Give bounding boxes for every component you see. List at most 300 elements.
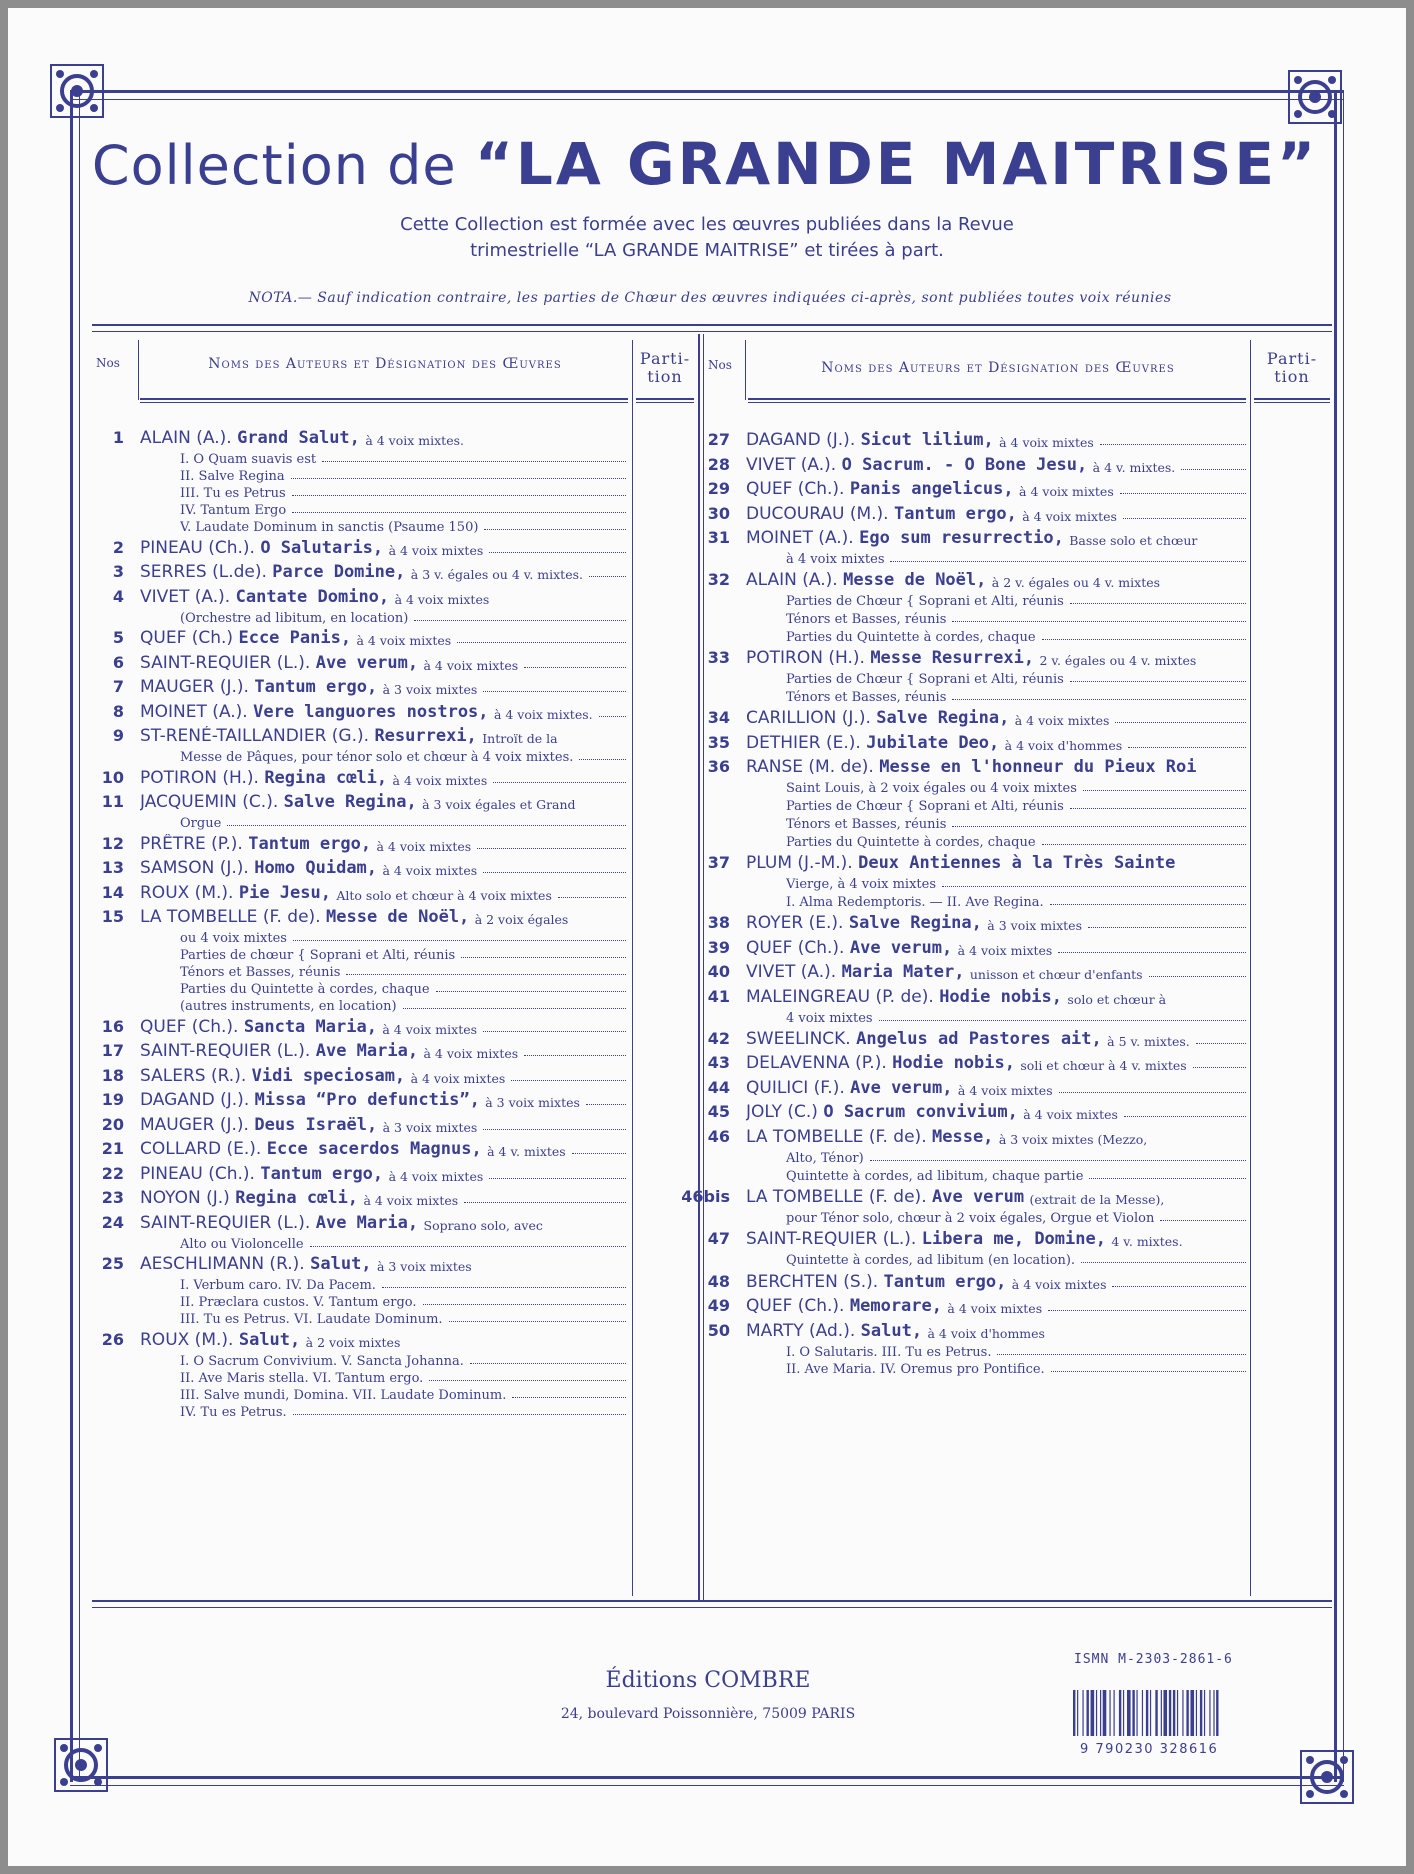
entry-subline-text: Alto, Ténor) xyxy=(786,1150,864,1166)
entry-title: Cantate Domino, xyxy=(235,586,390,607)
entry-author: SERRES (L.de). xyxy=(140,562,267,582)
entry-author: SAINT-REQUIER (L.). xyxy=(140,1212,311,1233)
entry-title: Vere languores nostros, xyxy=(253,701,489,722)
subtitle-line-1: Cette Collection est formée avec les œuvres publiées dans la Revue xyxy=(400,214,1014,235)
leader-dots xyxy=(292,495,626,496)
entry-author: DETHIER (E.). xyxy=(746,732,861,753)
entry-subline xyxy=(786,817,1250,832)
entry-author: ALAIN (A.). xyxy=(140,428,232,448)
entry-title: Tantum ergo, xyxy=(893,503,1017,524)
entry-text xyxy=(746,1053,1250,1073)
entry-title: Messe Resurrexi, xyxy=(870,648,1035,669)
leader-dots xyxy=(293,940,626,941)
entry-title: Ecce sacerdos Magnus, xyxy=(266,1139,482,1159)
entry-author: JACQUEMIN (C.). xyxy=(140,792,279,812)
entry-title: Angelus ad Pastores ait, xyxy=(856,1028,1102,1049)
barcode-bar xyxy=(1136,1690,1137,1736)
entry-subline xyxy=(786,1169,1250,1184)
entry-subline-text: Parties du Quintette à cordes, chaque xyxy=(180,982,430,997)
leader-dots xyxy=(511,1080,626,1081)
entry-voices: Alto solo et chœur à 4 voix mixtes xyxy=(336,887,552,903)
leader-dots xyxy=(1051,1371,1246,1372)
entry-title: Salut, xyxy=(860,1320,923,1341)
entry-voices: à 4 voix mixtes xyxy=(394,591,490,607)
entry-author: SAINT-REQUIER (L.). xyxy=(746,1229,917,1250)
entry-voices: à 4 voix mixtes xyxy=(957,942,1053,958)
entry-text xyxy=(746,1296,1250,1316)
barcode-bar xyxy=(1213,1690,1214,1736)
barcode-bar xyxy=(1146,1690,1148,1736)
entry-voices: à 4 voix mixtes xyxy=(957,1082,1053,1098)
entry-title: Tantum ergo, xyxy=(248,833,372,854)
entry-author: PLUM (J.-M.). xyxy=(746,853,853,873)
entry-author: QUILICI (F.). xyxy=(746,1077,845,1098)
entry-subline-text: I. Verbum caro. IV. Da Pacem. xyxy=(180,1278,376,1293)
leader-dots xyxy=(1042,844,1246,845)
entry-title: Hodie nobis, xyxy=(939,986,1063,1007)
entry-text xyxy=(140,1066,630,1086)
entry-title: Ecce Panis, xyxy=(238,628,352,648)
entry-subline-text: Messe de Pâques, pour ténor solo et chœur à 4 voix mixtes. xyxy=(180,750,574,765)
entry-text xyxy=(746,430,1250,450)
entry-subline-text: Ténors et Basses, réunis xyxy=(786,816,947,832)
leader-dots xyxy=(1181,469,1246,470)
entry-author: PINEAU (Ch.). xyxy=(140,1163,255,1184)
entry-title: Vidi speciosam, xyxy=(251,1065,406,1086)
entry-text xyxy=(140,1254,630,1274)
entry-title: Parce Domine, xyxy=(272,562,406,582)
title-main: “LA GRANDE MAITRISE” xyxy=(474,130,1319,198)
entry-voices: à 3 voix mixtes xyxy=(376,1259,472,1274)
leader-dots xyxy=(470,1363,626,1364)
entry-subline xyxy=(786,1345,1250,1360)
leader-dots xyxy=(483,691,626,692)
publisher-name: Éditions COMBRE xyxy=(605,1668,811,1693)
entry-subline-text: Vierge, à 4 voix mixtes xyxy=(786,877,936,892)
entry-voices: Introït de la xyxy=(482,731,558,746)
entry-number: 29 xyxy=(707,479,730,498)
entry-voices: à 3 voix mixtes xyxy=(987,918,1082,934)
entry-voices: à 4 voix mixtes xyxy=(382,863,478,878)
entry-subline xyxy=(180,948,630,963)
entry-voices: à 4 voix mixtes xyxy=(1011,1276,1107,1292)
entry-title: Homo Quidam, xyxy=(254,858,378,878)
entry-voices: (extrait de la Messe), xyxy=(1029,1192,1165,1207)
barcode-bar xyxy=(1155,1690,1157,1736)
entry-text xyxy=(746,913,1250,933)
entry-subline-text: 4 voix mixtes xyxy=(786,1010,873,1026)
entry-voices: à 4 voix mixtes xyxy=(423,1046,519,1061)
barcode-bar xyxy=(1190,1690,1194,1736)
entry-number: 27 xyxy=(707,430,730,449)
leader-dots xyxy=(483,1129,626,1130)
entry-text xyxy=(140,834,630,854)
entry-author: SALERS (R.). xyxy=(140,1065,247,1086)
leader-dots xyxy=(489,552,626,553)
entry-author: MARTY (Ad.). xyxy=(746,1320,856,1341)
entry-subline xyxy=(786,1211,1250,1226)
entry-subline-text: II. Ave Maris stella. VI. Tantum ergo. xyxy=(180,1370,424,1386)
entry-title: Grand Salut, xyxy=(237,428,360,448)
leader-dots xyxy=(599,716,626,717)
barcode xyxy=(1073,1690,1259,1736)
entry-author: JOLY (C.) xyxy=(746,1102,818,1123)
header-under xyxy=(636,398,694,403)
entry-number: 31 xyxy=(707,528,730,547)
leader-dots xyxy=(461,957,626,958)
barcode-bar xyxy=(1132,1690,1134,1736)
entry-author: AESCHLIMANN (R.). xyxy=(140,1254,305,1274)
entry-text xyxy=(140,702,630,722)
entry-text xyxy=(746,757,1250,777)
entry-author: MAUGER (J.). xyxy=(140,677,249,697)
leader-dots xyxy=(579,759,626,760)
entry-number: 44 xyxy=(707,1077,730,1097)
entry-number: 50 xyxy=(707,1320,730,1340)
entry-subline xyxy=(786,612,1250,627)
table-top-rule xyxy=(92,324,1332,332)
barcode-bar xyxy=(1100,1690,1101,1736)
barcode-bar xyxy=(1216,1690,1218,1736)
leader-dots xyxy=(1112,1286,1246,1287)
title-prefix: Collection de xyxy=(91,134,475,197)
leader-dots xyxy=(1120,493,1246,494)
entry-number: 41 xyxy=(707,986,730,1006)
entry-voices: à 3 voix mixtes xyxy=(382,1119,478,1135)
entry-subline-text: Parties de chœur { Soprani et Alti, réunis xyxy=(180,948,456,963)
entry-subline-text: I. O Sacrum Convivium. V. Sancta Johanna. xyxy=(180,1353,464,1369)
entry-number: 42 xyxy=(707,1028,730,1048)
entry-author: ST-RENÉ-TAILLANDIER (G.). xyxy=(140,726,370,746)
entry-subline xyxy=(180,520,630,535)
entry-voices: à 4 v. mixtes. xyxy=(1092,459,1176,475)
entry-author: ROYER (E.). xyxy=(746,913,844,934)
barcode-bar xyxy=(1103,1690,1107,1736)
barcode-bar xyxy=(1173,1690,1175,1736)
entry-subline-text: III. Tu es Petrus. VI. Laudate Dominum. xyxy=(180,1312,443,1327)
entry-text xyxy=(746,570,1250,590)
entry-voices: à 4 voix mixtes xyxy=(947,1301,1043,1317)
barcode-bar xyxy=(1204,1690,1205,1736)
entry-author: VIVET (A.). xyxy=(746,454,837,475)
entry-number: 39 xyxy=(707,937,730,957)
leader-dots xyxy=(436,991,626,992)
entry-voices: à 4 voix mixtes xyxy=(1014,713,1110,729)
barcode-bar xyxy=(1077,1690,1078,1736)
entry-number: 10 xyxy=(101,767,124,787)
leader-dots xyxy=(292,512,626,513)
entry-author: ROUX (M.). xyxy=(140,1329,234,1350)
entry-number: 36 xyxy=(707,757,730,777)
entry-voices: à 4 v. mixtes xyxy=(487,1144,566,1159)
leader-dots xyxy=(423,1304,627,1305)
entry-voices: à 4 voix mixtes xyxy=(423,657,519,673)
entry-voices: unisson et chœur d'enfants xyxy=(969,967,1143,983)
entry-subline xyxy=(786,799,1250,814)
entry-voices: soli et chœur à 4 v. mixtes xyxy=(1020,1058,1187,1074)
leader-dots xyxy=(382,1287,626,1288)
entry-title: Regina cœli, xyxy=(264,767,388,788)
entry-title: Tantum ergo, xyxy=(260,1163,384,1184)
barcode-bar xyxy=(1209,1690,1210,1736)
leader-dots xyxy=(1070,603,1246,604)
frame-left xyxy=(70,92,80,1782)
entry-title: O Sacrum convivium, xyxy=(823,1102,1018,1123)
entry-voices: à 4 voix mixtes xyxy=(1023,1107,1118,1123)
entry-text xyxy=(746,1187,1250,1207)
entry-subline xyxy=(180,1312,630,1327)
entry-text xyxy=(746,987,1250,1007)
leader-dots xyxy=(586,1104,626,1105)
leader-dots xyxy=(483,872,626,873)
entry-voices: à 2 v. égales ou 4 v. mixtes xyxy=(991,575,1161,591)
barcode-bar xyxy=(1196,1690,1197,1736)
header-nos-right: Nos xyxy=(708,358,732,372)
leader-dots xyxy=(870,1160,1246,1161)
ismn-code: ISMN M-2303-2861-6 xyxy=(1074,1652,1233,1667)
entry-voices: Basse solo et chœur xyxy=(1069,533,1198,548)
entry-text xyxy=(746,1102,1250,1122)
header-partition-left xyxy=(636,350,694,386)
entry-subline xyxy=(786,552,1250,567)
entry-voices: à 2 voix mixtes xyxy=(305,1334,401,1350)
entry-title: Salve Regina, xyxy=(848,913,982,934)
entry-author: MAUGER (J.). xyxy=(140,1114,249,1135)
entry-text xyxy=(746,1029,1250,1049)
subtitle-line-2: trimestrielle “LA GRANDE MAITRISE” et tirées à part. xyxy=(470,240,944,261)
barcode-bar xyxy=(1142,1690,1143,1736)
entry-number: 37 xyxy=(707,853,730,872)
entry-text xyxy=(140,1164,630,1184)
entry-title: Sancta Maria, xyxy=(243,1016,377,1037)
entry-subline xyxy=(786,835,1250,850)
entry-title: Missa “Pro defunctis”, xyxy=(254,1090,480,1110)
entry-text xyxy=(140,628,630,648)
entry-title: Salve Regina, xyxy=(283,792,417,812)
entry-text xyxy=(746,938,1250,958)
entry-author: LA TOMBELLE (F. de). xyxy=(746,1187,927,1207)
entry-title: Maria Mater, xyxy=(841,962,965,983)
partition-label-1: Parti- xyxy=(639,349,691,368)
entry-text xyxy=(140,538,630,558)
entry-subline xyxy=(180,816,630,831)
entry-voices: à 4 voix d'hommes xyxy=(1004,737,1123,753)
leader-dots xyxy=(1070,808,1246,809)
entry-author: RANSE (M. de). xyxy=(746,757,874,778)
entry-number: 12 xyxy=(101,833,124,853)
entry-subline xyxy=(180,611,630,626)
entry-author: PRÊTRE (P.). xyxy=(140,833,243,854)
entry-number: 43 xyxy=(707,1053,730,1073)
entry-subline-text: Orgue xyxy=(180,816,222,831)
barcode-bar xyxy=(1186,1690,1188,1736)
entry-text xyxy=(140,562,630,582)
entry-author: LA TOMBELLE (F. de). xyxy=(140,907,321,927)
entry-text xyxy=(746,648,1250,668)
barcode-bar xyxy=(1123,1690,1124,1736)
entry-subline-text: Saint Louis, à 2 voix égales ou 4 voix mixtes xyxy=(786,781,1077,797)
entry-text xyxy=(746,528,1250,548)
entry-number: 19 xyxy=(101,1090,124,1109)
entry-subline-text: (Orchestre ad libitum, en location) xyxy=(180,610,409,626)
entry-author: VIVET (A.). xyxy=(746,962,837,983)
entry-author: SAMSON (J.). xyxy=(140,858,249,878)
header-names-left: Noms des Auteurs et Désignation des Œuvres xyxy=(208,356,562,372)
entry-text xyxy=(746,853,1250,873)
entry-voices: à 4 voix mixtes xyxy=(410,1070,506,1086)
leader-dots xyxy=(952,699,1246,700)
leader-dots xyxy=(483,1031,626,1032)
partition-label-2: tion xyxy=(647,367,683,386)
entry-subline xyxy=(180,1237,630,1252)
entry-title: Regina cœli, xyxy=(235,1188,359,1208)
barcode-bar xyxy=(1127,1690,1131,1736)
entry-number: 20 xyxy=(101,1114,124,1134)
entry-title: O Salutaris, xyxy=(260,537,384,558)
leader-dots xyxy=(484,529,626,530)
leader-dots xyxy=(524,1055,626,1056)
entry-text xyxy=(746,479,1250,499)
entry-subline-text: I. O Salutaris. III. Tu es Petrus. xyxy=(786,1344,992,1360)
entry-author: BERCHTEN (S.). xyxy=(746,1271,879,1292)
entry-subline-text: Parties de Chœur { Soprani et Alti, réunis xyxy=(786,672,1064,688)
leader-dots xyxy=(1081,1262,1246,1263)
entry-subline-text: Alto ou Violoncelle xyxy=(180,1236,304,1252)
entry-subline xyxy=(180,982,630,997)
entry-subline-text: Quintette à cordes, ad libitum (en location). xyxy=(786,1253,1076,1269)
entry-text xyxy=(140,1330,630,1350)
entry-author: DAGAND (J.). xyxy=(746,430,856,450)
leader-dots xyxy=(589,576,626,577)
leader-dots xyxy=(879,1020,1246,1021)
entry-number: 23 xyxy=(101,1188,124,1207)
entry-number: 25 xyxy=(101,1254,124,1273)
entry-number: 15 xyxy=(101,907,124,926)
entry-number: 34 xyxy=(707,708,730,728)
entry-subline xyxy=(786,690,1250,705)
barcode-bar xyxy=(1073,1690,1075,1736)
entry-subline xyxy=(180,452,630,467)
entry-number: 11 xyxy=(101,792,124,811)
leader-dots xyxy=(291,478,626,479)
leader-dots xyxy=(457,642,626,643)
entry-text xyxy=(746,962,1250,982)
entry-voices: à 4 voix mixtes. xyxy=(493,706,593,722)
entry-number: 22 xyxy=(101,1163,124,1183)
entry-voices: à 4 voix d'hommes xyxy=(927,1325,1045,1341)
entry-voices: à 4 voix mixtes xyxy=(376,838,472,854)
entry-voices: 2 v. égales ou 4 v. mixtes xyxy=(1039,653,1197,669)
entry-subline xyxy=(180,503,630,518)
header-nos-left: Nos xyxy=(96,356,120,370)
entry-author: ALAIN (A.). xyxy=(746,570,838,591)
nota: NOTA.— Sauf indication contraire, les parties de Chœur des œuvres indiquées ci-après, sont publiées toutes voix réunies xyxy=(248,290,1172,306)
entry-author: QUEF (Ch.). xyxy=(746,937,845,958)
partition-label-2: tion xyxy=(1274,367,1310,386)
leader-dots xyxy=(572,1153,626,1154)
entry-voices: à 4 voix mixtes xyxy=(363,1193,459,1208)
entry-author: QUEF (Ch.). xyxy=(140,1016,239,1037)
entry-text xyxy=(140,1090,630,1110)
entry-text xyxy=(746,504,1250,524)
leader-dots xyxy=(524,667,626,668)
entry-title: Panis angelicus, xyxy=(849,479,1014,499)
entry-text xyxy=(140,1017,630,1037)
entry-subline-text: pour Ténor solo, chœur à 2 voix égales, Orgue et Violon xyxy=(786,1211,1155,1226)
leader-dots xyxy=(293,1414,626,1415)
entry-number: 18 xyxy=(101,1065,124,1085)
entry-number: 35 xyxy=(707,732,730,752)
barcode-bar xyxy=(1114,1690,1115,1736)
leader-dots xyxy=(1048,1310,1246,1311)
entry-number: 21 xyxy=(101,1139,124,1158)
leader-dots xyxy=(1058,952,1246,953)
entry-author: NOYON (J.) xyxy=(140,1188,230,1208)
entry-author: SWEELINCK. xyxy=(746,1028,851,1049)
entry-title: Tantum ergo, xyxy=(254,677,378,697)
entry-subline xyxy=(786,895,1250,910)
entry-voices: à 3 voix mixtes xyxy=(485,1095,580,1110)
entry-voices: à 4 voix mixtes xyxy=(999,435,1094,450)
entry-author: MOINET (A.). xyxy=(140,701,248,722)
page-title xyxy=(90,130,1320,198)
leader-dots xyxy=(1196,1043,1246,1044)
entry-voices: à 3 voix égales et Grand xyxy=(422,797,576,812)
leader-dots xyxy=(890,561,1246,562)
entry-author: SAINT-REQUIER (L.). xyxy=(140,652,311,673)
entry-subline xyxy=(180,1354,630,1369)
entry-number: 16 xyxy=(101,1016,124,1036)
leader-dots xyxy=(1123,518,1246,519)
entry-number: 7 xyxy=(112,677,124,696)
entry-subline xyxy=(180,965,630,980)
entry-voices: à 4 voix mixtes xyxy=(356,633,452,648)
entry-title: Pie Jesu, xyxy=(238,882,331,903)
entry-subline-text: Ténors et Basses, réunis xyxy=(786,689,947,705)
barcode-bar xyxy=(1087,1690,1089,1736)
entry-text xyxy=(140,768,630,788)
entry-voices: à 4 voix mixtes xyxy=(1022,508,1117,524)
entry-subline-text: Parties du Quintette à cordes, chaque xyxy=(786,629,1036,645)
entry-subline xyxy=(180,931,630,946)
barcode-bar xyxy=(1161,1690,1162,1736)
entry-subline-text: III. Salve mundi, Domina. VII. Laudate Dominum. xyxy=(180,1387,507,1403)
entry-number: 6 xyxy=(112,652,124,672)
entry-author: COLLARD (E.). xyxy=(140,1139,262,1159)
entry-title: Resurrexi, xyxy=(374,726,477,746)
entry-voices: à 3 v. égales ou 4 v. mixtes. xyxy=(410,567,583,582)
entry-author: DUCOURAU (M.). xyxy=(746,503,889,524)
entry-author: POTIRON (H.). xyxy=(746,648,865,669)
leader-dots xyxy=(310,1246,626,1247)
entry-voices: à 3 voix mixtes xyxy=(382,682,478,697)
leader-dots xyxy=(1115,722,1246,723)
leader-dots xyxy=(1124,1116,1246,1117)
entry-author: ROUX (M.). xyxy=(140,882,234,903)
entry-subline-text: (autres instruments, en location) xyxy=(180,999,397,1014)
entry-subline xyxy=(786,1253,1250,1268)
barcode-bar xyxy=(1119,1690,1121,1736)
leader-dots xyxy=(1083,790,1246,791)
entry-number: 24 xyxy=(101,1212,124,1232)
leader-dots xyxy=(997,1354,1246,1355)
entry-text xyxy=(140,858,630,878)
entry-subline xyxy=(786,1151,1250,1166)
entry-title: Messe de Noël, xyxy=(843,570,987,591)
barcode-bar xyxy=(1109,1690,1110,1736)
entry-number: 1 xyxy=(112,428,124,447)
entry-voices: à 4 voix mixtes xyxy=(382,1021,478,1037)
